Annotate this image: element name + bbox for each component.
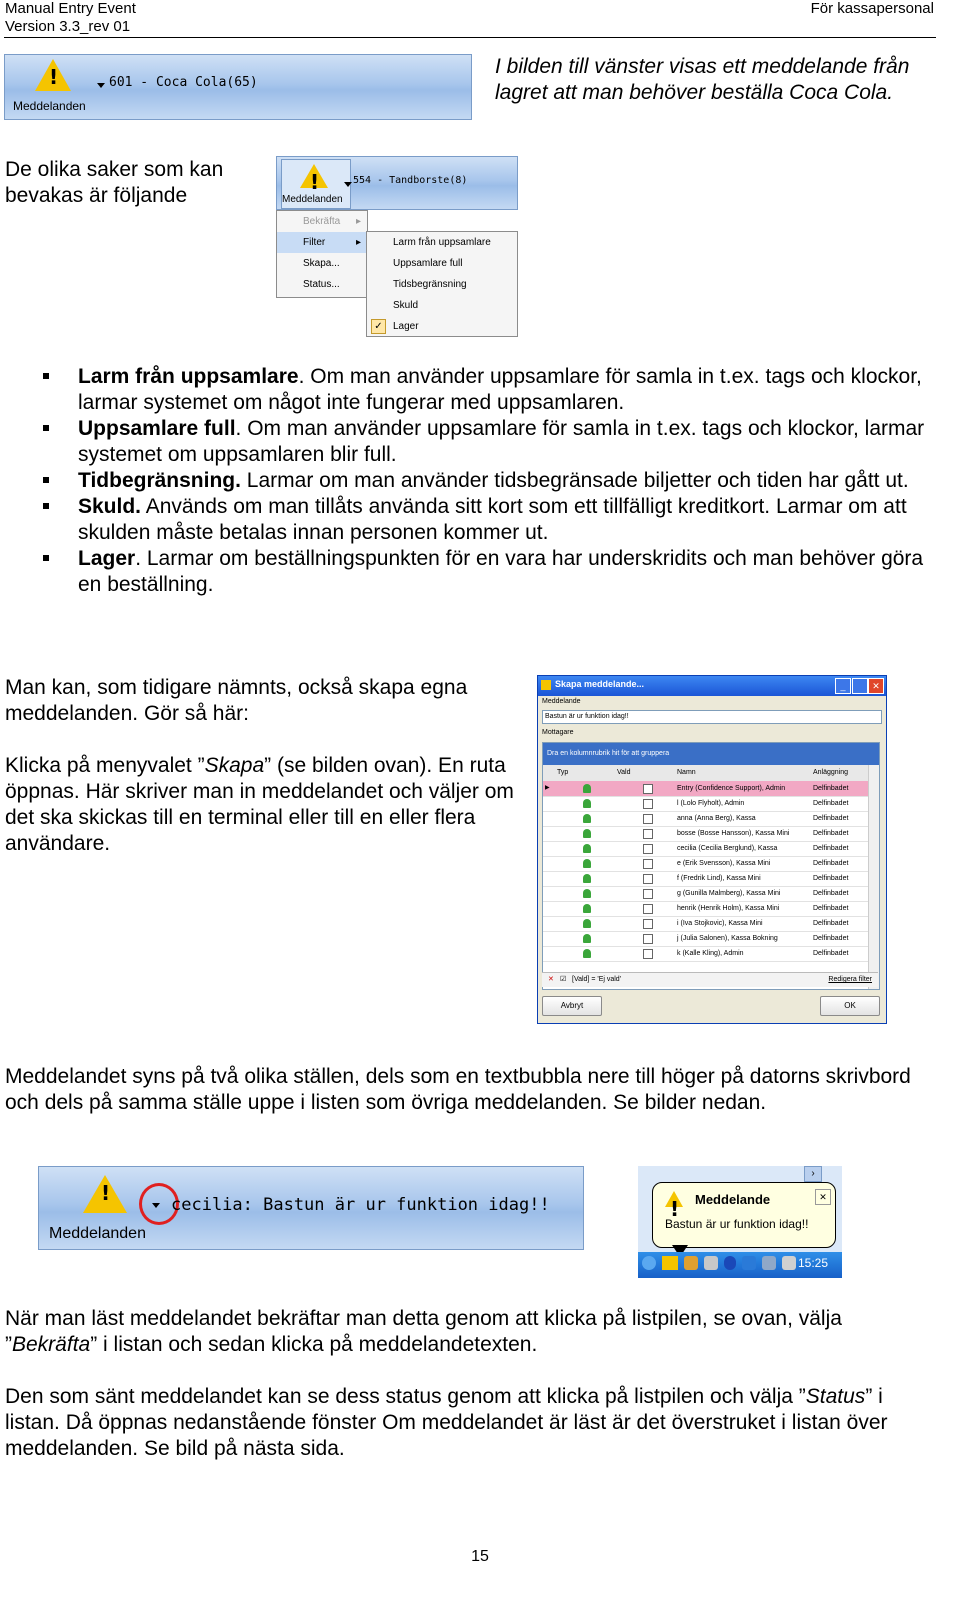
message-text: 601 - Coca Cola(65) xyxy=(109,75,258,90)
grid-header xyxy=(543,765,869,782)
row-site: Delfinbadet xyxy=(813,905,849,912)
row-indicator-icon: ▶ xyxy=(545,785,550,791)
user-icon xyxy=(583,799,591,808)
list-item: Tidbegränsning. Larmar om man använder tidsbegränsade biljetter och tiden har gått ut. xyxy=(40,468,945,494)
message-text: cecilia: Bastun är ur funktion idag!! xyxy=(171,1195,550,1215)
row-name: bosse (Bosse Hansson), Kassa Mini xyxy=(677,830,790,837)
user-icon xyxy=(583,859,591,868)
message-bar xyxy=(276,156,518,210)
list-item: Skuld. Används om man tillåts använda sitt kort som ett tillfälligt kreditkort. Larmar om att skulden måste betalas innan personen kommer ut. xyxy=(40,494,945,546)
row-name: f (Fredrik Lind), Kassa Mini xyxy=(677,875,761,882)
row-name: anna (Anna Berg), Kassa xyxy=(677,815,756,822)
row-site: Delfinbadet xyxy=(813,815,849,822)
select-checkbox[interactable] xyxy=(643,814,653,824)
message-bar-figure xyxy=(4,54,472,120)
table-row[interactable] xyxy=(543,886,869,902)
grid-scrollbar[interactable] xyxy=(868,765,879,989)
clear-filter-icon[interactable]: ✕ xyxy=(548,976,554,983)
table-row[interactable] xyxy=(543,946,869,962)
row-name: henrik (Henrik Holm), Kassa Mini xyxy=(677,905,780,912)
menu-item-filter[interactable]: Filter ▸ xyxy=(277,232,367,253)
message-text: 554 - Tandborste(8) xyxy=(353,175,468,186)
user-icon xyxy=(583,934,591,943)
tray-app-icon[interactable] xyxy=(742,1256,756,1270)
notification-text: Bastun är ur funktion idag!! xyxy=(665,1217,809,1231)
user-icon xyxy=(583,874,591,883)
submenu-item-collector-full[interactable]: Uppsamlare full xyxy=(393,258,463,269)
maximize-button[interactable] xyxy=(852,678,868,694)
minimize-button[interactable]: _ xyxy=(835,678,851,694)
row-site: Delfinbadet xyxy=(813,860,849,867)
submenu-item-debt[interactable]: Skuld xyxy=(393,300,419,311)
dropdown-arrow-icon[interactable] xyxy=(97,83,105,88)
filter-checkbox[interactable]: ☑ xyxy=(560,976,567,983)
select-checkbox[interactable] xyxy=(643,934,653,944)
messages-label: Meddelanden xyxy=(282,194,343,205)
recipient-grid xyxy=(542,742,880,990)
row-name: Entry (Confidence Support), Admin xyxy=(677,785,786,792)
select-checkbox[interactable] xyxy=(643,829,653,839)
display-locations-paragraph: Meddelandet syns på två olika ställen, dels som en textbubbla nere till höger på datorns skrivbord och dels på samma ställe uppe i listen som övriga meddelanden. Se bilder nedan. xyxy=(5,1065,911,1114)
row-name: i (Iva Stojkovic), Kassa Mini xyxy=(677,920,763,927)
bluetooth-icon[interactable] xyxy=(724,1256,736,1270)
table-row[interactable] xyxy=(543,841,869,857)
menu-item-status[interactable]: Status... xyxy=(303,279,340,290)
table-row[interactable] xyxy=(543,931,869,947)
row-name: g (Gunilla Malmberg), Kassa Mini xyxy=(677,890,781,897)
table-row[interactable] xyxy=(543,901,869,917)
warning-icon xyxy=(83,1175,127,1213)
close-button[interactable]: ✕ xyxy=(868,678,884,694)
list-item: Lager. Larmar om beställningspunkten för en vara har underskridits och man behöver göra en beställning. xyxy=(40,546,945,598)
bullet-list xyxy=(40,364,945,598)
system-tray xyxy=(638,1252,842,1278)
messages-label: Meddelanden xyxy=(13,99,86,113)
message-input[interactable]: Bastun är ur funktion idag!! xyxy=(542,710,882,724)
user-icon xyxy=(583,904,591,913)
header-rule xyxy=(4,37,936,38)
warning-icon xyxy=(35,59,71,91)
menu-item-create[interactable]: Skapa... xyxy=(303,258,340,269)
bullet-icon xyxy=(43,503,49,509)
select-checkbox[interactable] xyxy=(643,874,653,884)
row-site: Delfinbadet xyxy=(813,935,849,942)
dialog-titlebar xyxy=(538,676,886,696)
warning-tray-icon[interactable] xyxy=(662,1256,678,1270)
select-checkbox[interactable] xyxy=(643,949,653,959)
row-name: j (Julia Salonen), Kassa Bokning xyxy=(677,935,778,942)
column-selected[interactable]: Vald xyxy=(617,769,631,776)
filter-bar xyxy=(542,972,878,987)
table-row[interactable] xyxy=(543,811,869,827)
create-steps-paragraph: Klicka på menyvalet ”Skapa” (se bilden ovan). En ruta öppnas. Här skriver man in meddelandet och väljer om det ska skickas till en terminal eller till en eller flera användare. xyxy=(5,754,514,855)
chevron-right-icon[interactable]: › xyxy=(804,1166,822,1182)
row-site: Delfinbadet xyxy=(813,830,849,837)
message-field-label: Meddelande xyxy=(542,698,581,705)
bullet-icon xyxy=(43,425,49,431)
row-name: k (Kalle Kling), Admin xyxy=(677,950,744,957)
select-checkbox[interactable] xyxy=(643,859,653,869)
header-audience: För kassapersonal xyxy=(810,0,934,17)
warning-icon xyxy=(300,164,328,188)
row-name: l (Lolo Flyholt), Admin xyxy=(677,800,745,807)
dropdown-menu xyxy=(276,210,368,298)
row-site: Delfinbadet xyxy=(813,875,849,882)
tray-app-icon[interactable] xyxy=(684,1256,698,1270)
edit-filter-button[interactable]: Redigera filter xyxy=(828,976,872,983)
user-icon xyxy=(583,829,591,838)
filter-text: [Vald] = 'Ej vald' xyxy=(572,976,622,983)
row-site: Delfinbadet xyxy=(813,800,849,807)
user-icon xyxy=(583,949,591,958)
row-site: Delfinbadet xyxy=(813,890,849,897)
grid-body xyxy=(543,781,869,989)
user-icon xyxy=(583,844,591,853)
column-site[interactable]: Anläggning xyxy=(813,769,849,776)
message-bar-figure xyxy=(38,1166,584,1250)
close-icon[interactable]: ✕ xyxy=(815,1189,831,1205)
create-message-dialog xyxy=(537,675,887,1024)
select-checkbox[interactable] xyxy=(643,784,653,794)
notification-balloon[interactable] xyxy=(652,1182,836,1248)
column-type[interactable]: Typ xyxy=(557,769,569,776)
select-checkbox[interactable] xyxy=(643,799,653,809)
row-site: Delfinbadet xyxy=(813,845,849,852)
user-icon xyxy=(583,784,591,793)
select-checkbox[interactable] xyxy=(643,889,653,899)
warning-icon xyxy=(665,1191,683,1207)
table-row[interactable] xyxy=(543,856,869,872)
section-label: De olika saker som kan bevakas är följande xyxy=(5,158,224,207)
page-number: 15 xyxy=(471,1548,489,1565)
row-site: Delfinbadet xyxy=(813,920,849,927)
intro-paragraph: I bilden till vänster visas ett meddelande från lagret att man behöver beställa Coca Cola. xyxy=(495,55,910,104)
notification-title: Meddelande xyxy=(695,1192,771,1207)
row-name: e (Erik Svensson), Kassa Mini xyxy=(677,860,771,867)
submenu-item-time-limit[interactable]: Tidsbegränsning xyxy=(393,279,467,290)
menu-figure xyxy=(276,156,518,336)
column-name[interactable]: Namn xyxy=(677,769,696,776)
table-row[interactable] xyxy=(543,796,869,812)
tray-app-icon[interactable] xyxy=(704,1256,718,1270)
select-checkbox[interactable] xyxy=(643,904,653,914)
dialog-title: Skapa meddelande... xyxy=(555,679,645,689)
filter-submenu xyxy=(366,231,518,337)
app-icon xyxy=(541,680,551,690)
table-row[interactable] xyxy=(543,781,869,797)
select-checkbox[interactable] xyxy=(643,844,653,854)
submenu-item-stock[interactable]: ✓ Lager xyxy=(367,316,517,337)
create-intro-paragraph: Man kan, som tidigare nämnts, också skapa egna meddelanden. Gör så här: xyxy=(5,676,468,725)
dropdown-arrow-icon[interactable] xyxy=(344,182,352,187)
header-title: Manual Entry Event xyxy=(5,0,136,17)
checkmark-icon: ✓ xyxy=(371,319,386,334)
messages-button[interactable] xyxy=(281,159,351,209)
bullet-icon xyxy=(43,373,49,379)
header-version: Version 3.3_rev 01 xyxy=(5,18,131,35)
select-checkbox[interactable] xyxy=(643,919,653,929)
notification-figure xyxy=(638,1166,842,1278)
tray-clock[interactable]: 15:25 xyxy=(798,1256,829,1270)
table-row[interactable] xyxy=(543,871,869,887)
row-name: cecilia (Cecilia Berglund), Kassa xyxy=(677,845,778,852)
user-icon xyxy=(583,919,591,928)
list-item: Larm från uppsamlare. Om man använder uppsamlare för samla in t.ex. tags och klockor, larmar systemet om något inte fungerar med uppsamlaren. xyxy=(40,364,945,416)
ok-button[interactable]: OK xyxy=(820,996,880,1016)
bullet-icon xyxy=(43,555,49,561)
status-paragraph: Den som sänt meddelandet kan se dess status genom att klicka på listpilen och välja ”Status” i listan. Då öppnas nedanstående fönster Om meddelandet är läst är det överstruket i listan över meddelanden. Se bild på nästa sida. xyxy=(5,1385,888,1460)
network-icon[interactable] xyxy=(762,1256,776,1270)
show-hidden-icon[interactable] xyxy=(642,1256,656,1270)
user-icon xyxy=(583,889,591,898)
volume-icon[interactable] xyxy=(782,1256,796,1270)
submenu-item-collector-alarm[interactable]: Larm från uppsamlare xyxy=(393,237,491,248)
menu-item-confirm[interactable]: Bekräfta ▸ xyxy=(303,216,361,227)
confirm-paragraph: När man läst meddelandet bekräftar man detta genom att klicka på listpilen, se ovan, välja ”Bekräfta” i listan och sedan klicka på meddelandetexten. xyxy=(5,1307,842,1356)
row-site: Delfinbadet xyxy=(813,950,849,957)
row-site: Delfinbadet xyxy=(813,785,849,792)
list-item: Uppsamlare full. Om man använder uppsamlare för samla in t.ex. tags och klockor, larmar systemet om uppsamlaren blir full. xyxy=(40,416,945,468)
table-row[interactable] xyxy=(543,916,869,932)
messages-label: Meddelanden xyxy=(49,1225,146,1242)
table-row[interactable] xyxy=(543,826,869,842)
group-panel: Dra en kolumnrubrik hit för att gruppera xyxy=(543,743,879,765)
recipient-label: Mottagare xyxy=(542,729,574,736)
bullet-icon xyxy=(43,477,49,483)
user-icon xyxy=(583,814,591,823)
cancel-button[interactable]: Avbryt xyxy=(542,996,602,1016)
dropdown-arrow-icon[interactable] xyxy=(152,1203,160,1208)
